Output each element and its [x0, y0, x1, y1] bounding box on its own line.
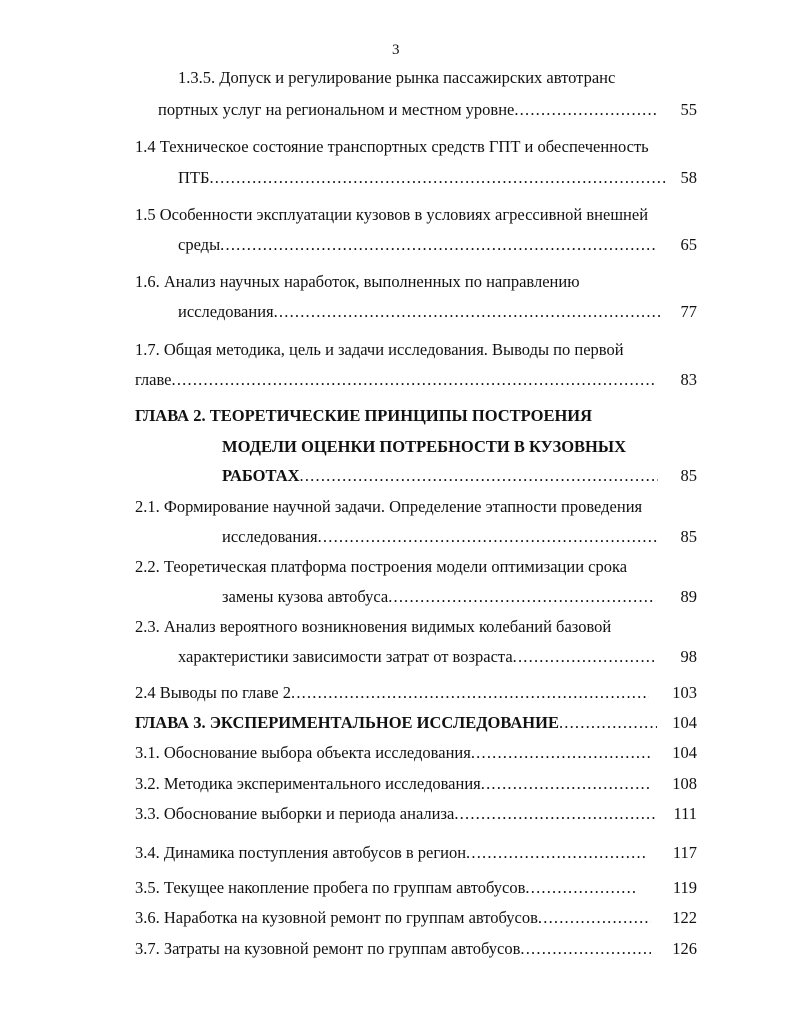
toc-page-number: 83: [680, 370, 697, 389]
chapter-heading: ГЛАВА 2. ТЕОРЕТИЧЕСКИЕ ПРИНЦИПЫ ПОСТРОЕНИЯ: [135, 406, 593, 425]
toc-entry-text: 3.2. Методика экспериментального исследования: [135, 774, 481, 793]
toc-entry-leader: [135, 774, 649, 794]
toc-entry-text: исследования: [178, 302, 274, 321]
toc-entry-leader: [135, 683, 649, 703]
dot-leader: [300, 466, 658, 486]
toc-entry-text: 1.5 Особенности эксплуатации кузовов в условиях агрессивной внешней: [135, 205, 649, 224]
toc-page-number: 122: [672, 908, 697, 927]
toc-entry-leader: [135, 878, 637, 898]
toc-entry-leader: [222, 527, 658, 547]
toc-page-number: 119: [672, 878, 697, 897]
toc-entry-leader: [135, 908, 651, 928]
dot-leader: [318, 527, 658, 547]
toc-page-number: 104: [672, 743, 697, 762]
chapter-heading: МОДЕЛИ ОЦЕНКИ ПОТРЕБНОСТИ В КУЗОВНЫХ: [222, 437, 626, 456]
toc-entry-text: 3.4. Динамика поступления автобусов в регион: [135, 843, 467, 862]
toc-entry-leader: [135, 743, 653, 763]
dot-leader: [514, 100, 658, 120]
toc-page-number: 85: [680, 466, 697, 485]
toc-entry-text: 2.3. Анализ вероятного возникновения видимых колебаний базовой: [135, 617, 612, 636]
toc-entry-leader: [135, 713, 657, 733]
toc-entry-leader: [178, 235, 658, 255]
toc-page-number: 104: [672, 713, 697, 732]
toc-entry-text: 3.7. Затраты на кузовной ремонт по группам автобусов: [135, 939, 521, 958]
toc-entry-text: характеристики зависимости затрат от возраста: [178, 647, 513, 666]
dot-leader: [525, 878, 637, 898]
dot-leader: [220, 235, 658, 255]
toc-page-number: 108: [672, 774, 697, 793]
dot-leader: [559, 713, 657, 733]
toc-entry-text: исследования: [222, 527, 318, 546]
toc-page-number: 126: [672, 939, 697, 958]
toc-entry-text: портных услуг на региональном и местном уровне: [158, 100, 515, 119]
toc-page-number: 65: [680, 235, 697, 254]
toc-entry-leader: [158, 100, 658, 120]
toc-entry-text: 3.5. Текущее накопление пробега по группам автобусов: [135, 878, 526, 897]
dot-leader: [513, 647, 654, 667]
toc-entry-text: главе: [135, 370, 172, 389]
toc-entry-text: 3.1. Обоснование выбора объекта исследования: [135, 743, 471, 762]
toc-entry-leader: [222, 466, 658, 486]
chapter-heading: ГЛАВА 3. ЭКСПЕРИМЕНТАЛЬНОЕ ИССЛЕДОВАНИЕ: [135, 713, 559, 732]
toc-page-number: 117: [672, 843, 697, 862]
toc-entry-text: 2.1. Формирование научной задачи. Определение этапности проведения: [135, 497, 643, 516]
toc-entry-leader: [135, 804, 655, 824]
dot-leader: [471, 743, 653, 763]
toc-entry-text: среды: [178, 235, 221, 254]
toc-page-number: 85: [680, 527, 697, 546]
toc-entry-text: 2.4 Выводы по главе 2: [135, 683, 291, 702]
toc-entry-text: 1.4 Техническое состояние транспортных средств ГПТ и обеспеченность: [135, 137, 649, 156]
dot-leader: [454, 804, 655, 824]
toc-entry-leader: [135, 939, 651, 959]
dot-leader: [291, 683, 649, 703]
dot-leader: [520, 939, 651, 959]
dot-leader: [388, 587, 654, 607]
toc-page-number: 58: [680, 168, 697, 187]
toc-entry-text: 1.7. Общая методика, цель и задачи исследования. Выводы по первой: [135, 340, 624, 359]
toc-page-number: 89: [680, 587, 697, 606]
toc-entry-leader: [135, 370, 657, 390]
toc-entry-leader: [178, 302, 662, 322]
toc-entry-leader: [178, 647, 654, 667]
toc-entry-leader: [222, 587, 654, 607]
toc-entry-text: 1.3.5. Допуск и регулирование рынка пассажирских автотранс: [178, 68, 616, 87]
toc-entry-leader: [178, 168, 666, 188]
chapter-heading: РАБОТАХ: [222, 466, 300, 485]
dot-leader: [274, 302, 662, 322]
toc-entry-text: 1.6. Анализ научных наработок, выполненных по направлению: [135, 272, 580, 291]
dot-leader: [538, 908, 651, 928]
dot-leader: [172, 370, 657, 390]
toc-entry-text: 2.2. Теоретическая платформа построения модели оптимизации срока: [135, 557, 628, 576]
dot-leader: [209, 168, 666, 188]
dot-leader: [481, 774, 649, 794]
toc-page-number: 55: [680, 100, 697, 119]
toc-entry-text: ПТБ: [178, 168, 210, 187]
toc-page-number: 98: [680, 647, 697, 666]
toc-page-number: 103: [672, 683, 697, 702]
toc-page-number: 111: [673, 804, 697, 823]
toc-entry-text: замены кузова автобуса: [222, 587, 389, 606]
toc-entry-text: 3.3. Обоснование выборки и периода анализа: [135, 804, 455, 823]
page-number: 3: [392, 42, 400, 58]
toc-entry-leader: [135, 843, 645, 863]
toc-page-number: 77: [680, 302, 697, 321]
dot-leader: [466, 843, 645, 863]
toc-entry-text: 3.6. Наработка на кузовной ремонт по группам автобусов: [135, 908, 538, 927]
